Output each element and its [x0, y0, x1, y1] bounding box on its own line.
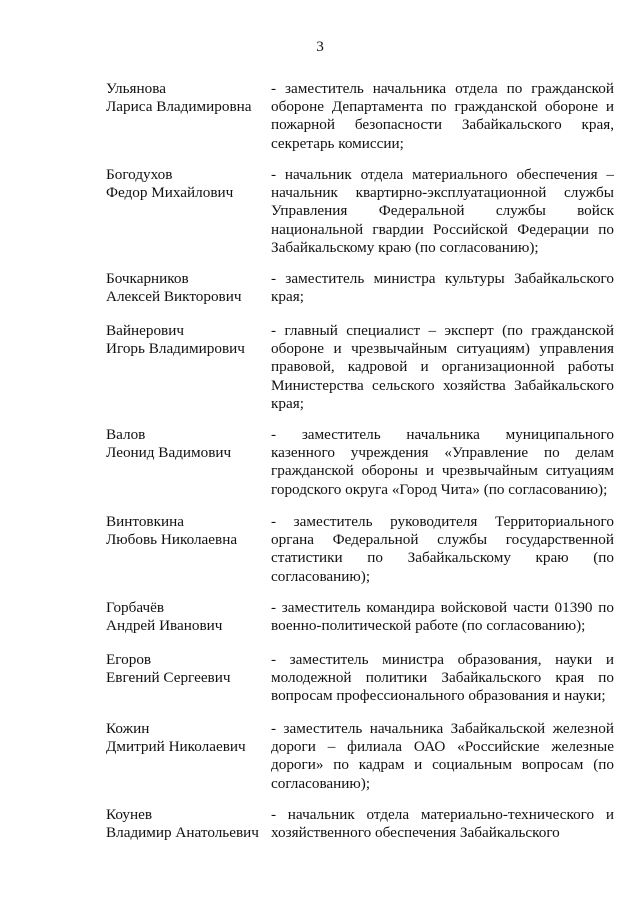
member-position: - заместитель командира войсковой части 01390 по военно-политической работе (по согласованию);	[271, 599, 614, 635]
member-position: - начальник отдела материально-технического и хозяйственного обеспечения Забайкальского	[271, 806, 614, 842]
member-position: - главный специалист – эксперт (по гражданской обороне и чрезвычайным ситуациям) управления правовой, кадровой и организационной работы Министерства сельского хозяйства Забайкальского края;	[271, 322, 614, 412]
member-surname: Богодухов	[106, 166, 173, 183]
member-position: - заместитель начальника муниципального казенного учреждения «Управление по делам гражданской обороны и чрезвычайным ситуациям городского округа «Город Чита» (по согласованию);	[271, 426, 614, 498]
member-position: - заместитель начальника Забайкальской железной дороги – филиала ОАО «Российские железные дороги» по кадрам и социальным вопросам (по согласованию);	[271, 720, 614, 792]
member-position: - заместитель руководителя Территориального органа Федеральной службы государственной статистики по Забайкальскому краю (по согласованию);	[271, 513, 614, 585]
member-position: - заместитель начальника отдела по гражданской обороне Департамента по гражданской обороне и пожарной безопасности Забайкальского края, секретарь комиссии;	[271, 80, 614, 152]
member-name	[106, 806, 271, 842]
member-surname: Валов	[106, 426, 146, 443]
member-surname: Кожин	[106, 720, 150, 737]
member-surname: Горбачёв	[106, 599, 165, 616]
member-given-names: Игорь Владимирович	[106, 340, 245, 358]
member-position: - заместитель министра образования, науки и молодежной политики Забайкальского края по вопросам профессионального образования и науки;	[271, 651, 614, 705]
member-name	[106, 599, 271, 635]
page-number: 3	[316, 38, 324, 55]
member-surname: Винтовкина	[106, 513, 184, 530]
member-surname: Вайнерович	[106, 322, 184, 339]
member-given-names: Владимир Анатольевич	[106, 824, 259, 842]
member-given-names: Леонид Вадимович	[106, 444, 232, 462]
member-surname: Егоров	[106, 651, 152, 668]
member-name	[106, 720, 271, 756]
member-name	[106, 426, 271, 462]
member-name	[106, 166, 271, 202]
member-name	[106, 322, 271, 358]
member-position: - начальник отдела материального обеспечения – начальник квартирно-эксплуатационной службы Управления Федеральной службы войск национальной гвардии Российской Федерации по Забайкальскому краю (по согласованию);	[271, 166, 614, 256]
member-given-names: Любовь Николаевна	[106, 531, 238, 549]
member-given-names: Евгений Сергеевич	[106, 669, 231, 687]
member-surname: Ульянова	[106, 80, 166, 97]
member-name	[106, 651, 271, 687]
member-surname: Бочкарников	[106, 270, 189, 287]
member-given-names: Андрей Иванович	[106, 617, 223, 635]
member-name	[106, 80, 271, 116]
member-given-names: Дмитрий Николаевич	[106, 738, 246, 756]
member-name	[106, 513, 271, 549]
member-surname: Коунев	[106, 806, 153, 823]
member-name	[106, 270, 271, 306]
member-given-names: Лариса Владимировна	[106, 98, 252, 116]
member-position: - заместитель министра культуры Забайкальского края;	[271, 270, 614, 306]
member-given-names: Федор Михайлович	[106, 184, 234, 202]
member-given-names: Алексей Викторович	[106, 288, 242, 306]
